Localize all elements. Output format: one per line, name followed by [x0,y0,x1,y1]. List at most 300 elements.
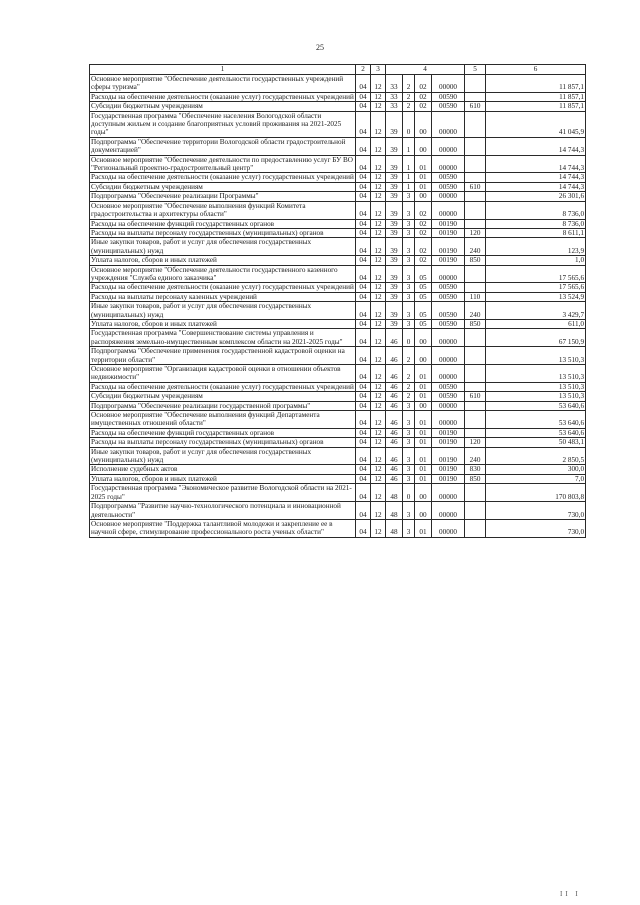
row-subprogram: 2 [403,92,415,101]
row-expense-type [465,347,486,365]
row-section: 04 [356,155,371,173]
row-subprogram: 3 [403,192,415,201]
row-amount: 730,0 [486,502,586,520]
row-amount: 1,0 [486,256,586,265]
row-subsection: 12 [371,182,386,191]
table-row [90,292,586,301]
row-measure: 05 [415,292,432,301]
row-program: 39 [386,238,403,256]
row-expense-type: 850 [465,256,486,265]
row-direction: 00000 [432,502,465,520]
row-amount: 17 565,6 [486,265,586,283]
row-subsection: 12 [371,102,386,111]
row-program: 48 [386,502,403,520]
row-program: 39 [386,319,403,328]
row-amount: 730,0 [486,519,586,537]
row-measure: 00 [415,329,432,347]
row-expense-type [465,155,486,173]
row-subprogram: 1 [403,182,415,191]
row-section: 04 [356,329,371,347]
row-expense-type: 610 [465,392,486,401]
row-subsection: 12 [371,219,386,228]
table-row [90,474,586,483]
row-program: 39 [386,302,403,320]
table-row [90,173,586,182]
row-program: 39 [386,182,403,191]
row-name: Расходы на выплаты персоналу государственных (муниципальных) органов [90,438,356,447]
row-name: Основное мероприятие "Обеспечение деятельности государственного казенного учреждения "Служба единого заказчика" [90,265,356,283]
row-subprogram: 3 [403,228,415,237]
row-expense-type: 610 [465,182,486,191]
row-subprogram: 0 [403,484,415,502]
row-program: 39 [386,228,403,237]
row-subsection: 12 [371,173,386,182]
row-subprogram: 3 [403,411,415,429]
row-subsection: 12 [371,347,386,365]
table-row [90,182,586,191]
row-name: Основное мероприятие "Поддержка талантливой молодежи и закрепление ее в научной сфере, стимулирование профессионального роста ученых области" [90,519,356,537]
row-measure: 00 [415,192,432,201]
row-program: 33 [386,92,403,101]
row-program: 39 [386,292,403,301]
table-row [90,484,586,502]
row-measure: 05 [415,319,432,328]
table-row [90,192,586,201]
row-name: Подпрограмма "Развитие научно-технологического потенциала и инновационной деятельности" [90,502,356,520]
row-measure: 02 [415,75,432,93]
row-subsection: 12 [371,465,386,474]
table-row [90,238,586,256]
row-measure: 01 [415,438,432,447]
row-subprogram: 2 [403,392,415,401]
row-subprogram: 2 [403,102,415,111]
table-row [90,155,586,173]
row-section: 04 [356,401,371,410]
row-program: 39 [386,219,403,228]
row-expense-type [465,329,486,347]
row-subprogram: 3 [403,238,415,256]
row-program: 46 [386,474,403,483]
row-name: Расходы на обеспечение деятельности (оказание услуг) государственных учреждений [91,173,354,182]
row-name: Подпрограмма "Обеспечение территории Вологодской области градостроительной документацией" [90,137,356,155]
row-direction: 00000 [432,201,465,219]
row-name: Расходы на обеспечение деятельности (оказание услуг) государственных учреждений [91,92,354,101]
row-name: Расходы на обеспечение функций государственных органов [90,428,356,437]
row-direction: 00000 [432,329,465,347]
row-expense-type: 850 [465,474,486,483]
table-row [90,283,586,292]
row-program: 46 [386,428,403,437]
row-name: Государственная программа "Совершенствование системы управления и распоряжения земельно-имущественным комплексом области на 2021-2025 годы" [90,329,356,347]
header-col-2: 2 [356,65,371,75]
footer-mark: II I [560,890,581,898]
row-subprogram: 3 [403,302,415,320]
row-name: Уплата налогов, сборов и иных платежей [90,319,356,328]
row-program: 39 [386,192,403,201]
header-col-4: 4 [386,65,465,75]
row-measure: 00 [415,502,432,520]
table-row [90,428,586,437]
table-row [90,201,586,219]
row-subsection: 12 [371,382,386,391]
table-row [90,465,586,474]
row-section: 04 [356,219,371,228]
row-measure: 00 [415,401,432,410]
row-subsection: 12 [371,283,386,292]
row-subprogram: 3 [403,219,415,228]
row-direction: 00590 [432,102,465,111]
row-expense-type: 850 [465,319,486,328]
row-section: 04 [356,238,371,256]
row-subsection: 12 [371,155,386,173]
row-expense-type [465,92,486,101]
row-subprogram: 3 [403,292,415,301]
row-program: 39 [386,265,403,283]
row-name: Расходы на обеспечение функций государственных органов [90,219,356,228]
row-name: Основное мероприятие "Обеспечение выполнения функций Комитета градостроительства и архитектуры области" [90,201,356,219]
row-program: 46 [386,401,403,410]
row-amount: 11 857,1 [486,102,586,111]
row-measure: 02 [415,219,432,228]
table-row [90,319,586,328]
row-program: 46 [386,392,403,401]
row-section: 04 [356,111,371,137]
row-amount: 300,0 [486,465,586,474]
row-name: Субсидии бюджетным учреждениям [90,392,356,401]
row-measure: 00 [415,137,432,155]
row-direction: 00000 [432,137,465,155]
row-expense-type: 240 [465,302,486,320]
row-subsection: 12 [371,428,386,437]
row-subsection: 12 [371,92,386,101]
row-expense-type: 120 [465,228,486,237]
table-row [90,219,586,228]
table-row [90,329,586,347]
row-subsection: 12 [371,502,386,520]
row-amount: 8 736,0 [486,219,586,228]
row-subprogram: 1 [403,155,415,173]
row-amount: 13 510,3 [486,365,586,383]
row-subsection: 12 [371,401,386,410]
row-measure: 02 [415,256,432,265]
row-section: 04 [356,319,371,328]
row-name: Расходы на обеспечение деятельности (оказание услуг) государственных учреждений [91,283,354,292]
row-amount: 7,0 [486,474,586,483]
row-subsection: 12 [371,392,386,401]
row-program: 46 [386,465,403,474]
row-name: Расходы на выплаты персоналу государственных (муниципальных) органов [90,228,356,237]
row-subsection: 12 [371,329,386,347]
row-program: 39 [386,201,403,219]
table-row [90,102,586,111]
row-name: Расходы на выплаты персоналу казенных учреждений [90,292,356,301]
table-row [90,382,586,391]
row-amount: 53 640,6 [486,401,586,410]
row-subprogram: 2 [403,75,415,93]
row-expense-type [465,219,486,228]
row-measure: 02 [415,228,432,237]
row-measure: 01 [415,465,432,474]
row-name: Подпрограмма "Обеспечение применения государственной кадастровой оценки на территории области" [90,347,356,365]
row-section: 04 [356,411,371,429]
row-name: Основное мероприятие "Обеспечение деятельности по предоставлению услуг БУ ВО "Региональный проектно-градостроительный центр" [90,155,356,173]
row-expense-type [465,192,486,201]
row-measure: 01 [415,519,432,537]
row-subsection: 12 [371,319,386,328]
row-amount: 67 150,9 [486,329,586,347]
row-expense-type: 240 [465,238,486,256]
row-measure: 05 [415,283,432,292]
table-row [90,256,586,265]
row-direction: 00590 [432,173,465,182]
row-subprogram: 3 [403,438,415,447]
row-section: 04 [356,102,371,111]
row-subprogram: 3 [403,256,415,265]
row-subprogram: 3 [403,447,415,465]
row-amount: 2 850,5 [486,447,586,465]
row-subprogram: 1 [403,173,415,182]
row-program: 39 [386,111,403,137]
row-program: 39 [386,155,403,173]
row-section: 04 [356,75,371,93]
row-direction: 00000 [432,365,465,383]
row-measure: 05 [415,265,432,283]
row-subprogram: 3 [403,265,415,283]
row-direction: 00190 [432,428,465,437]
row-subprogram: 2 [403,382,415,391]
row-program: 46 [386,329,403,347]
row-program: 33 [386,102,403,111]
table-row [90,265,586,283]
row-section: 04 [356,392,371,401]
row-name: Субсидии бюджетным учреждениям [90,182,356,191]
row-subsection: 12 [371,201,386,219]
row-measure: 01 [415,182,432,191]
table-row [90,401,586,410]
row-expense-type [465,401,486,410]
row-direction: 00000 [432,75,465,93]
row-direction: 00000 [432,484,465,502]
table-row [90,392,586,401]
row-subsection: 12 [371,474,386,483]
table-row [90,438,586,447]
header-col-5: 5 [465,65,486,75]
row-section: 04 [356,173,371,182]
row-subsection: 12 [371,137,386,155]
row-expense-type [465,137,486,155]
table-row [90,302,586,320]
row-name: Уплата налогов, сборов и иных платежей [90,474,356,483]
row-program: 46 [386,382,403,391]
row-direction: 00590 [432,292,465,301]
row-direction: 00000 [432,519,465,537]
row-program: 39 [386,137,403,155]
row-amount: 26 301,6 [486,192,586,201]
row-direction: 00000 [432,111,465,137]
table-row [90,137,586,155]
row-expense-type [465,519,486,537]
row-subprogram: 2 [403,365,415,383]
row-expense-type [465,428,486,437]
row-subprogram: 3 [403,283,415,292]
row-section: 04 [356,302,371,320]
row-program: 39 [386,173,403,182]
row-direction: 00190 [432,238,465,256]
row-section: 04 [356,92,371,101]
row-amount: 14 744,3 [486,155,586,173]
row-measure: 01 [415,365,432,383]
row-subsection: 12 [371,438,386,447]
row-subprogram: 3 [403,465,415,474]
row-expense-type [465,382,486,391]
row-amount: 13 510,3 [486,347,586,365]
row-program: 48 [386,519,403,537]
row-program: 39 [386,283,403,292]
row-subprogram: 3 [403,519,415,537]
row-subsection: 12 [371,365,386,383]
row-subprogram: 0 [403,329,415,347]
row-expense-type: 610 [465,102,486,111]
table-row [90,502,586,520]
row-subprogram: 1 [403,137,415,155]
row-name: Расходы на обеспечение деятельности (оказание услуг) государственных учреждений [91,382,354,391]
row-subsection: 12 [371,192,386,201]
header-col-1: 1 [90,65,356,75]
row-amount: 17 565,6 [486,283,586,292]
table-row [90,92,586,101]
row-measure: 00 [415,484,432,502]
row-program: 48 [386,484,403,502]
row-expense-type [465,283,486,292]
table-row [90,228,586,237]
row-direction: 00190 [432,465,465,474]
row-amount: 41 045,9 [486,111,586,137]
row-amount: 11 857,1 [486,75,586,93]
row-name: Основное мероприятие "Организация кадастровой оценки в отношении объектов недвижимости" [90,365,356,383]
row-amount: 50 483,1 [486,438,586,447]
row-section: 04 [356,382,371,391]
row-subprogram: 0 [403,111,415,137]
row-subprogram: 3 [403,474,415,483]
row-measure: 05 [415,302,432,320]
row-expense-type: 830 [465,465,486,474]
row-program: 46 [386,365,403,383]
table-row [90,347,586,365]
row-subsection: 12 [371,411,386,429]
row-expense-type [465,365,486,383]
row-section: 04 [356,365,371,383]
row-section: 04 [356,201,371,219]
header-col-3: 3 [371,65,386,75]
row-measure: 01 [415,447,432,465]
row-measure: 02 [415,92,432,101]
row-section: 04 [356,465,371,474]
row-amount: 13 524,9 [486,292,586,301]
row-section: 04 [356,228,371,237]
row-amount: 8 736,0 [486,201,586,219]
row-name: Подпрограмма "Обеспечение реализации государственной программы" [90,401,356,410]
row-measure: 00 [415,111,432,137]
row-name: Основное мероприятие "Обеспечение деятельности государственных учреждений сферы туризма" [90,75,356,93]
row-measure: 02 [415,102,432,111]
row-measure: 02 [415,201,432,219]
table-row [90,447,586,465]
row-expense-type [465,411,486,429]
row-direction: 00590 [432,382,465,391]
row-subsection: 12 [371,75,386,93]
row-measure: 01 [415,392,432,401]
row-measure: 00 [415,347,432,365]
header-col-6: 6 [486,65,586,75]
row-section: 04 [356,137,371,155]
row-name: Иные закупки товаров, работ и услуг для обеспечения государственных (муниципальных) нужд [90,302,356,320]
row-expense-type [465,111,486,137]
row-subprogram: 3 [403,201,415,219]
row-subprogram: 3 [403,502,415,520]
budget-table [89,64,586,538]
row-name: Подпрограмма "Обеспечение реализации Программы" [90,192,356,201]
row-name: Основное мероприятие "Обеспечение выполнения функций Департамента имущественных отношений области" [90,411,356,429]
table-row [90,519,586,537]
row-amount: 53 640,6 [486,428,586,437]
row-direction: 00000 [432,347,465,365]
table-row [90,411,586,429]
row-program: 39 [386,256,403,265]
row-section: 04 [356,484,371,502]
row-direction: 00590 [432,302,465,320]
row-section: 04 [356,192,371,201]
row-expense-type [465,173,486,182]
row-direction: 00190 [432,256,465,265]
row-measure: 02 [415,238,432,256]
row-measure: 01 [415,474,432,483]
row-amount: 611,0 [486,319,586,328]
row-direction: 00000 [432,265,465,283]
row-expense-type: 240 [465,447,486,465]
row-expense-type [465,75,486,93]
row-expense-type [465,484,486,502]
row-direction: 00590 [432,182,465,191]
row-name: Субсидии бюджетным учреждениям [90,102,356,111]
row-direction: 00190 [432,228,465,237]
row-measure: 01 [415,155,432,173]
row-subsection: 12 [371,265,386,283]
row-name: Исполнение судебных актов [90,465,356,474]
row-amount: 123,9 [486,238,586,256]
row-subsection: 12 [371,302,386,320]
row-name: Иные закупки товаров, работ и услуг для обеспечения государственных (муниципальных) нужд [90,238,356,256]
row-direction: 00590 [432,392,465,401]
row-amount: 8 611,1 [486,228,586,237]
row-measure: 01 [415,428,432,437]
row-name: Государственная программа "Экономическое развитие Вологодской области на 2021-2025 годы" [90,484,356,502]
row-direction: 00590 [432,283,465,292]
row-section: 04 [356,182,371,191]
row-subsection: 12 [371,292,386,301]
row-subsection: 12 [371,238,386,256]
row-direction: 00000 [432,411,465,429]
row-direction: 00190 [432,219,465,228]
row-expense-type: 110 [465,292,486,301]
row-measure: 01 [415,382,432,391]
row-direction: 00590 [432,319,465,328]
row-name: Государственная программа "Обеспечение населения Вологодской области доступным жильем и создание благоприятных условий проживания на 2021-2025 годы" [90,111,356,137]
row-subsection: 12 [371,484,386,502]
row-direction: 00190 [432,438,465,447]
row-section: 04 [356,438,371,447]
row-subprogram: 3 [403,401,415,410]
table-row [90,75,586,93]
